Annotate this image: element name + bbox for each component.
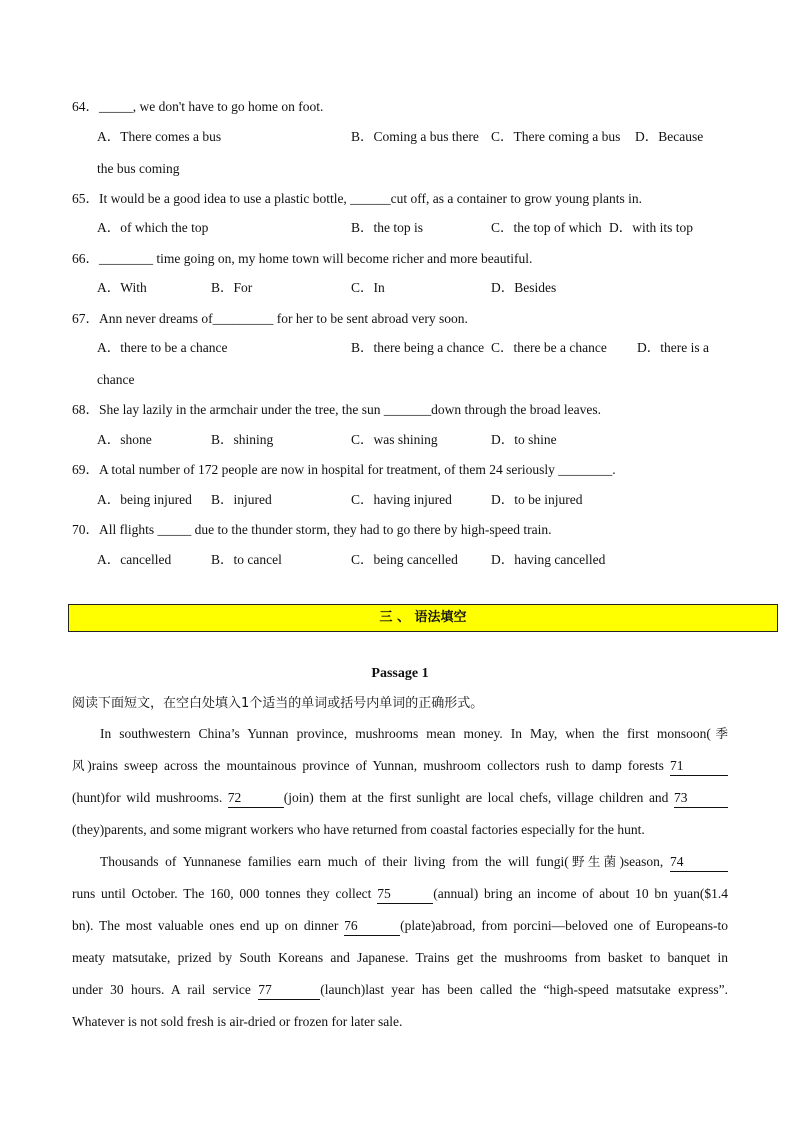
option-c[interactable]: C．the top of which: [491, 220, 602, 235]
option-row: [97, 219, 757, 237]
option-d[interactable]: D．with its top: [609, 220, 694, 235]
option-a[interactable]: A．shone: [97, 432, 152, 447]
passage-title: Passage 1: [371, 666, 429, 681]
option-row: [97, 551, 757, 569]
option-b[interactable]: B．For: [211, 280, 253, 295]
option-wrap-text: chance: [97, 372, 135, 387]
question-stem: 69．A total number of 172 people are now in hospital for treatment, of them 24 seriously ________.: [72, 462, 616, 477]
blank-71[interactable]: 71: [670, 757, 728, 776]
question-stem: 67．Ann never dreams of_________ for her to be sent abroad very soon.: [72, 311, 468, 326]
option-c[interactable]: C．There coming a bus: [491, 129, 621, 144]
question-stem: 70．All flights _____ due to the thunder storm, they had to go there by high-speed train.: [72, 522, 552, 537]
option-b[interactable]: B．injured: [211, 492, 272, 507]
paragraph-line: (they)parents, and some migrant workers who have returned from coastal factories especially for the hunt.: [72, 822, 645, 837]
blank-73[interactable]: 73: [674, 789, 728, 808]
question-stem: 66．________ time going on, my home town will become richer and more beautiful.: [72, 251, 533, 266]
paragraph-line: runs until October. The 160, 000 tonnes they collect 75 (annual) bring an income of about 10 bn yuan($1.4: [72, 878, 728, 910]
option-row: [97, 339, 757, 357]
question-stem: 65．It would be a good idea to use a plastic bottle, ______cut off, as a container to grow young plants in.: [72, 191, 643, 206]
option-c[interactable]: C．being cancelled: [351, 552, 458, 567]
blank-72[interactable]: 72: [228, 789, 284, 808]
blank-77[interactable]: 77: [258, 981, 320, 1000]
option-b[interactable]: B．shining: [211, 432, 274, 447]
option-d[interactable]: D．there is a: [637, 340, 709, 355]
question-stem: 64．_____, we don't have to go home on foot.: [72, 99, 324, 114]
option-c[interactable]: C．there be a chance: [491, 340, 607, 355]
option-d[interactable]: D．Besides: [491, 280, 557, 295]
option-b[interactable]: B．there being a chance: [351, 340, 485, 355]
option-c[interactable]: C．In: [351, 280, 385, 295]
option-d[interactable]: D．having cancelled: [491, 552, 606, 567]
option-a[interactable]: A．there to be a chance: [97, 340, 228, 355]
passage-instruction: 阅读下面短文，在空白处填入1个适当的单词或括号内单词的正确形式。: [72, 696, 484, 711]
blank-76[interactable]: 76: [344, 917, 400, 936]
option-b[interactable]: B．the top is: [351, 220, 424, 235]
paragraph-line: under 30 hours. A rail service 77 (launch)last year has been called the “high-speed matsutake express”.: [72, 974, 728, 1006]
paragraph-line: meaty matsutake, prized by South Koreans and Japanese. Trains get the mushrooms from basket to banquet in: [72, 950, 728, 965]
option-row: [97, 128, 757, 146]
option-row: [97, 279, 757, 297]
option-c[interactable]: C．was shining: [351, 432, 438, 447]
question-stem: 68．She lay lazily in the armchair under the tree, the sun _______down through the broad leaves.: [72, 402, 601, 417]
passage-paragraph-2: [72, 846, 728, 1038]
option-b[interactable]: B．Coming a bus there: [351, 129, 479, 144]
paragraph-line: 风)rains sweep across the mountainous province of Yunnan, mushroom collectors rush to damp forests 71: [72, 750, 728, 782]
option-b[interactable]: B．to cancel: [211, 552, 282, 567]
paragraph-line: In southwestern China’s Yunnan province, mushrooms mean money. In May, when the first monsoon(季: [100, 726, 728, 741]
passage-paragraph-1: [72, 718, 728, 846]
paragraph-line: Whatever is not sold fresh is air-dried or frozen for later sale.: [72, 1014, 403, 1029]
option-a[interactable]: A．of which the top: [97, 220, 209, 235]
option-d[interactable]: D．Because: [635, 129, 704, 144]
option-a[interactable]: A．With: [97, 280, 147, 295]
option-a[interactable]: A．being injured: [97, 492, 192, 507]
option-wrap-text: the bus coming: [97, 161, 180, 176]
section-header: 三 、 语法填空: [68, 604, 778, 632]
blank-74[interactable]: 74: [670, 853, 728, 872]
option-a[interactable]: A．cancelled: [97, 552, 172, 567]
option-row: [97, 491, 757, 509]
option-row: [97, 431, 757, 449]
option-d[interactable]: D．to shine: [491, 432, 557, 447]
option-a[interactable]: A．There comes a bus: [97, 129, 222, 144]
option-d[interactable]: D．to be injured: [491, 492, 583, 507]
paragraph-line: bn). The most valuable ones end up on dinner 76 (plate)abroad, from porcini—beloved one of Europeans-to: [72, 910, 728, 942]
paragraph-line: Thousands of Yunnanese families earn much of their living from the will fungi(野生菌)season, 74: [72, 846, 728, 878]
option-c[interactable]: C．having injured: [351, 492, 452, 507]
blank-75[interactable]: 75: [377, 885, 433, 904]
paragraph-line: (hunt)for wild mushrooms. 72 (join) them at the first sunlight are local chefs, village children and 73: [72, 782, 728, 814]
